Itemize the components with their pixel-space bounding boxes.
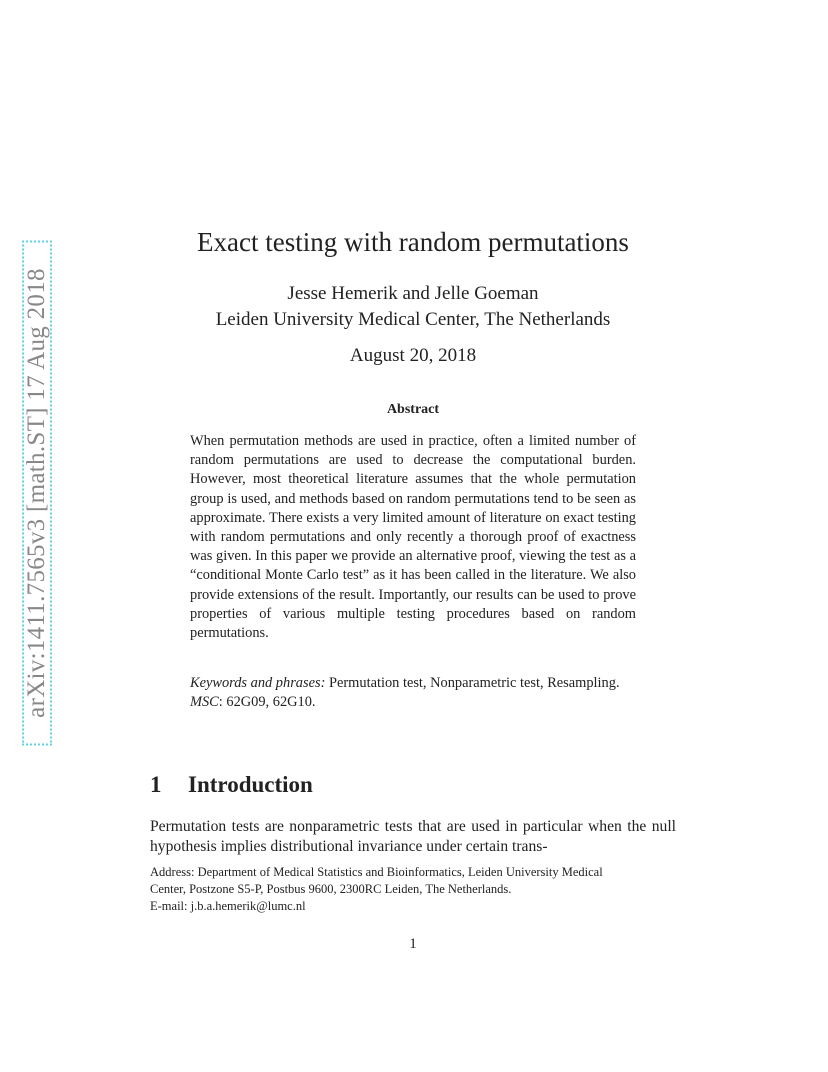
keywords-label: Keywords and phrases: — [190, 675, 326, 691]
msc-text: : 62G09, 62G10. — [218, 694, 316, 711]
abstract-heading: Abstract — [386, 402, 440, 417]
footnote-line: Address: Department of Medical Statistics and Bioinformatics, Leiden University Medical — [150, 865, 603, 879]
arxiv-stamp-container — [22, 240, 52, 745]
page-number: 1 — [409, 936, 417, 952]
section-heading — [150, 772, 313, 798]
authors: Jesse Hemerik and Jelle Goeman — [287, 283, 539, 304]
paper-date: August 20, 2018 — [349, 345, 477, 366]
affiliation: Leiden University Medical Center, The Netherlands — [215, 309, 611, 330]
keywords-block — [190, 674, 636, 712]
footnote-email: E-mail: j.b.a.hemerik@lumc.nl — [150, 899, 306, 913]
footnote — [150, 864, 676, 915]
arxiv-stamp[interactable]: arXiv:1411.7565v3 [math.ST] 17 Aug 2018 — [22, 240, 52, 745]
msc-label: MSC — [190, 694, 219, 711]
abstract-text: When permutation methods are used in practice, often a limited number of random permutations are used to decrease the computational burden. However, most theoretical literature assumes that the whole permutation group is used, and methods based on random permutations tend to be seen as approximate. There exists a very limited amount of literature on exact testing with random permutations and only recently a thorough proof of exactness was given. In this paper we provide an alternative proof, viewing the test as a “conditional Monte Carlo test” as it has been called in the literature. We also provide extensions of the result. Importantly, our results can be used to prove properties of various multiple testing procedures based on random permutations. — [190, 433, 636, 642]
section-number: 1 — [150, 772, 162, 797]
section-title: Introduction — [188, 772, 313, 797]
footnote-line: Center, Postzone S5-P, Postbus 9600, 2300RC Leiden, The Netherlands. — [150, 882, 512, 896]
paper-title: Exact testing with random permutations — [197, 227, 629, 257]
body-paragraph: Permutation tests are nonparametric tests that are used in particular when the null hypothesis implies distributional invariance under certain trans- — [150, 818, 676, 855]
keywords-text: Permutation test, Nonparametric test, Resampling. — [329, 675, 620, 691]
